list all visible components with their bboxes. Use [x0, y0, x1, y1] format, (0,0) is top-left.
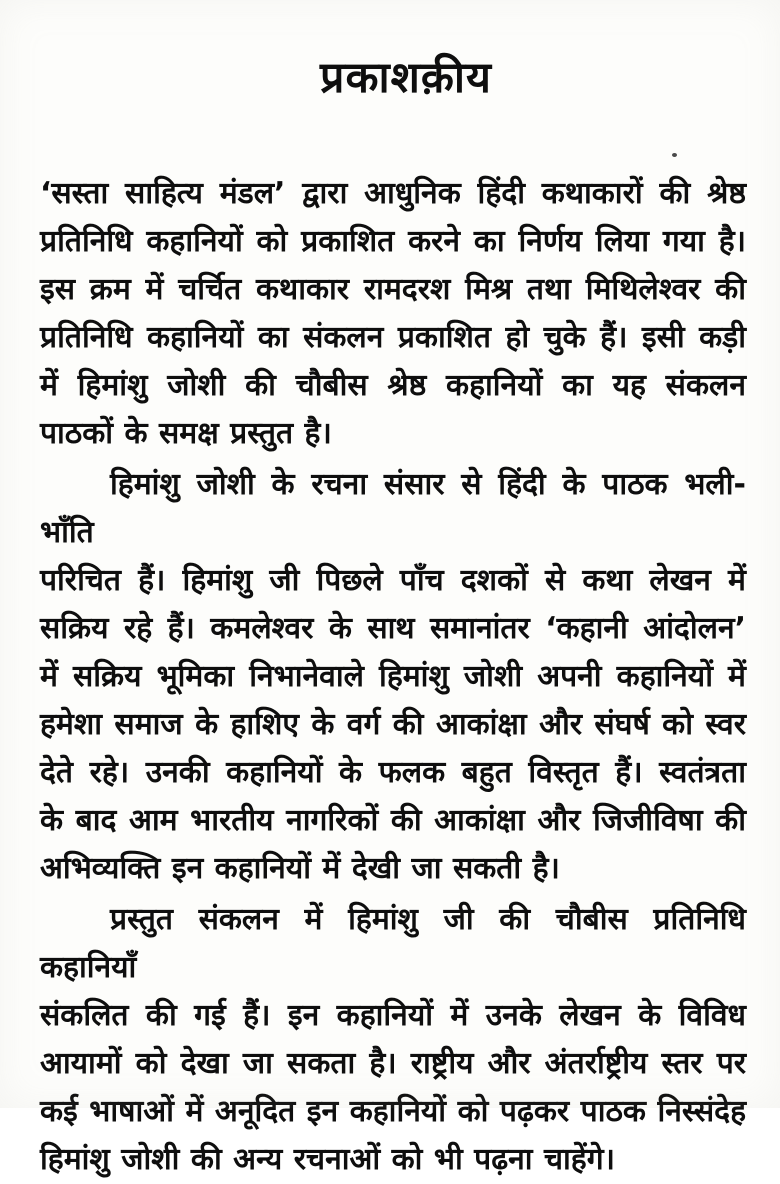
text-line: सक्रिय रहे हैं। कमलेश्वर के साथ समानांतर ‘कहानी आंदोलन’ [40, 611, 746, 646]
text-line: हिमांशु जोशी के रचना संसार से हिंदी के पाठक भली-भाँति [40, 467, 746, 550]
text-line: अभिव्यक्ति इन कहानियों में देखी जा सकती है। [40, 851, 560, 886]
scan-speck [672, 153, 677, 157]
text-line: हमेशा समाज के हाशिए के वर्ग की आकांक्षा और संघर्ष को स्वर [40, 707, 746, 742]
text-line: के बाद आम भारतीय नागरिकों की आकांक्षा और जिजीविषा की [40, 803, 746, 838]
text-line: पाठकों के समक्ष प्रस्तुत है। [40, 416, 332, 451]
text-line: हिमांशु जोशी की अन्य रचनाओं को भी पढ़ना चाहेंगे। [40, 1142, 615, 1177]
text-line: संकलित की गई हैं। इन कहानियों में उनके लेखन के विविध [40, 998, 746, 1033]
paragraph-1 [40, 170, 746, 458]
text-line: प्रतिनिधि कहानियों को प्रकाशित करने का निर्णय लिया गया है। [40, 224, 746, 259]
text-line: आयामों को देखा जा सकता है। राष्ट्रीय और अंतर्राष्ट्रीय स्तर पर [40, 1046, 746, 1081]
text-line: में सक्रिय भूमिका निभानेवाले हिमांशु जोशी अपनी कहानियों में [40, 659, 746, 694]
text-line: देते रहे। उनकी कहानियों के फलक बहुत विस्तृत हैं। स्वतंत्रता [40, 755, 746, 790]
body-text [40, 170, 746, 1184]
text-line: में हिमांशु जोशी की चौबीस श्रेष्ठ कहानियों का यह संकलन [40, 368, 746, 403]
text-line: परिचित हैं। हिमांशु जी पिछले पाँच दशकों से कथा लेखन में [40, 563, 746, 598]
paragraph-2 [40, 461, 746, 893]
text-line: प्रस्तुत संकलन में हिमांशु जी की चौबीस प्रतिनिधि कहानियाँ [40, 902, 746, 985]
text-line: प्रतिनिधि कहानियों का संकलन प्रकाशित हो चुके हैं। इसी कड़ी [40, 320, 746, 355]
paragraph-3 [40, 896, 746, 1184]
text-line: इस क्रम में चर्चित कथाकार रामदरश मिश्र तथा मिथिलेश्वर की [40, 272, 746, 307]
text-line: कई भाषाओं में अनूदित इन कहानियों को पढ़कर पाठक निस्संदेह [40, 1094, 746, 1129]
page-title: प्रकाशक़ीय [320, 53, 492, 103]
text-line: ‘सस्ता साहित्य मंडल’ द्वारा आधुनिक हिंदी कथाकारों की श्रेष्ठ [40, 176, 746, 211]
